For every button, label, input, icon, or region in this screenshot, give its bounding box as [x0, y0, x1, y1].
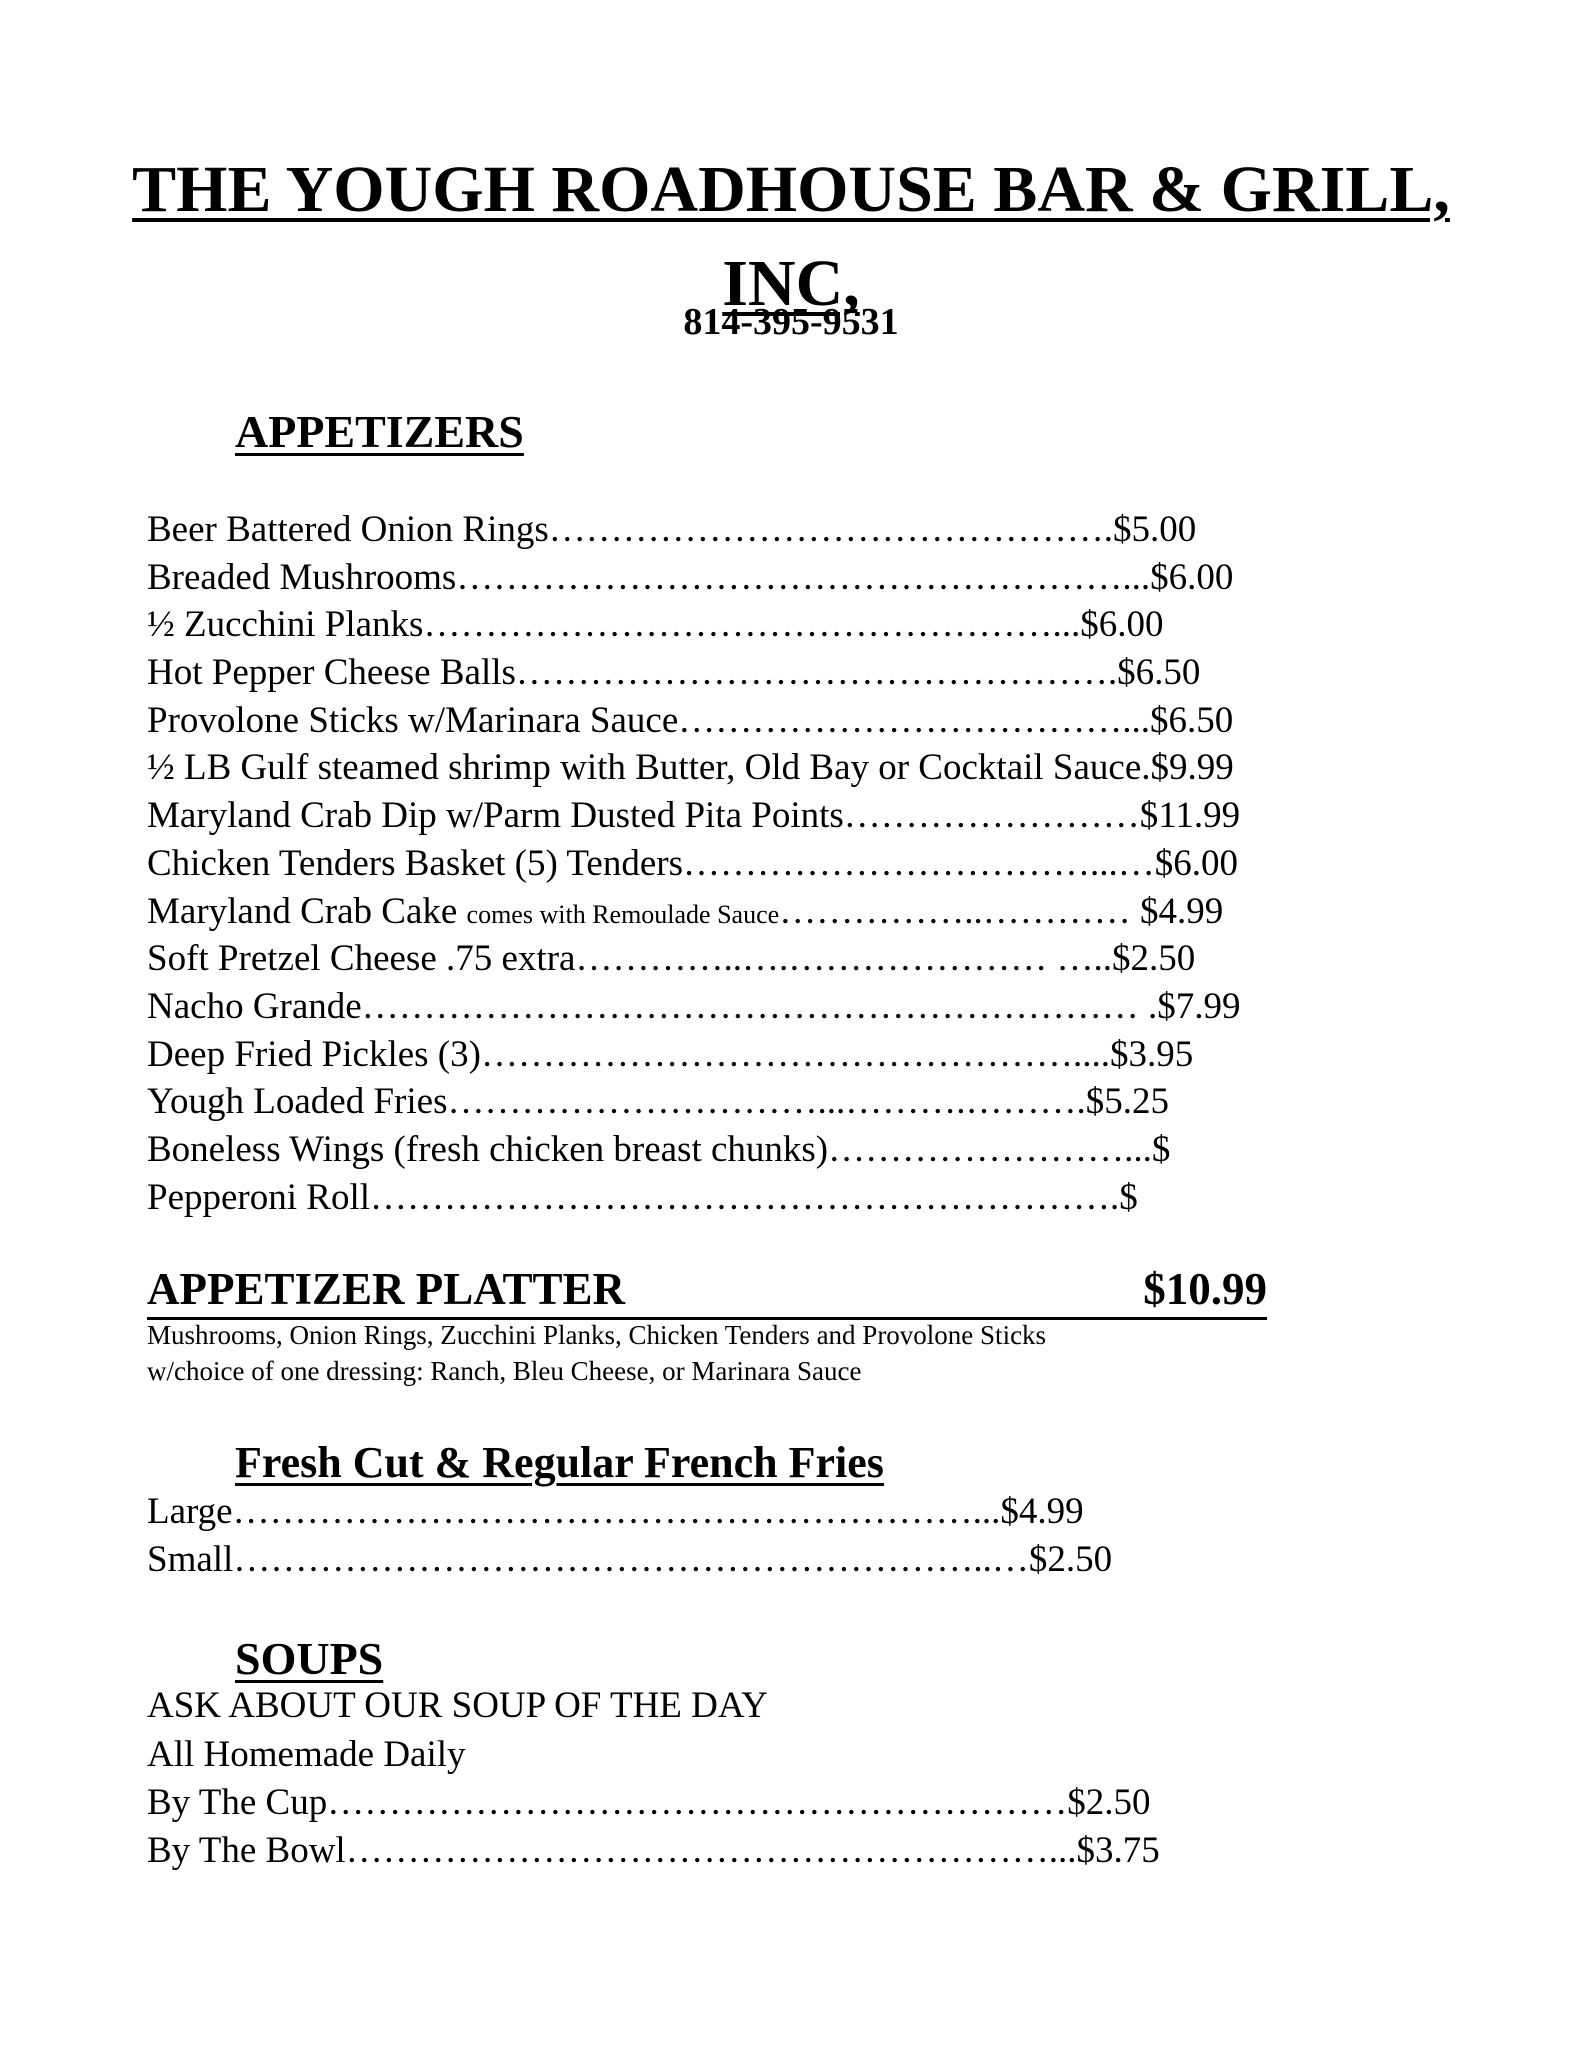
- item-price: $: [1119, 1176, 1138, 1218]
- item-price: $5.25: [1085, 1081, 1169, 1123]
- menu-item: [147, 1536, 1112, 1584]
- menu-item: [147, 1126, 1240, 1174]
- item-price: $: [1151, 1128, 1171, 1170]
- menu-title-line-2: INC,: [722, 247, 860, 320]
- item-name: Soft Pretzel Cheese .75 extra: [147, 938, 576, 980]
- item-leader: ……………………………………………...: [423, 604, 1081, 646]
- item-leader: ………………………………...: [678, 699, 1150, 741]
- item-leader: ……………………………………………………: [327, 1782, 1068, 1823]
- item-name: Boneless Wings (fresh chicken breast chunks): [147, 1128, 829, 1170]
- platter-title: APPETIZER PLATTER: [147, 1264, 625, 1314]
- item-price: $6.00: [1080, 604, 1164, 646]
- item-name: Yough Loaded Fries: [147, 1081, 448, 1123]
- item-price: $6.00: [1150, 556, 1234, 598]
- item-price: $3.95: [1109, 1033, 1194, 1075]
- soup-of-the-day-text: ASK ABOUT OUR SOUP OF THE DAY: [147, 1685, 768, 1726]
- item-leader: ……………………………………………………… .: [361, 985, 1158, 1027]
- item-price: $6.00: [1154, 842, 1238, 884]
- item-leader: ……………………………...…: [682, 842, 1155, 884]
- platter-description-line-1: Mushrooms, Onion Rings, Zucchini Planks, Chicken Tenders and Provolone Sticks: [147, 1320, 1047, 1350]
- item-leader: ……………………………………………………...: [232, 1491, 1001, 1532]
- item-leader: …………..….………………… …..: [575, 938, 1112, 980]
- menu-item: [147, 601, 1240, 649]
- item-name: Hot Pepper Cheese Balls: [147, 652, 516, 694]
- appetizer-platter-heading: [147, 1261, 1267, 1320]
- item-name: Maryland Crab Dip w/Parm Dusted Pita Points: [147, 795, 844, 837]
- item-price: $4.99: [1000, 1491, 1084, 1532]
- item-leader: …………………………………………....: [480, 1033, 1110, 1075]
- item-name: By The Cup: [147, 1782, 328, 1823]
- menu-item: [147, 983, 1240, 1031]
- item-leader: ……………………………………………………..…: [233, 1538, 1029, 1580]
- item-note: comes with Remoulade Sauce: [466, 899, 780, 929]
- menu-item: [147, 744, 1240, 792]
- item-name: Small: [147, 1538, 234, 1580]
- item-name: Provolone Sticks w/Marinara Sauce: [147, 699, 679, 741]
- menu-item: [147, 1779, 1160, 1827]
- fries-heading: Fresh Cut & Regular French Fries: [235, 1438, 884, 1487]
- fries-list: [147, 1488, 1112, 1583]
- item-price: $6.50: [1117, 652, 1201, 694]
- menu-item: [147, 1031, 1240, 1079]
- item-name: Large: [147, 1491, 233, 1532]
- item-price: $11.99: [1139, 795, 1241, 837]
- item-price: $3.75: [1076, 1829, 1160, 1871]
- item-leader: …………………………………………………...: [345, 1829, 1077, 1871]
- item-leader: ……………………...: [828, 1128, 1152, 1170]
- item-leader: ……………..…………: [779, 890, 1140, 932]
- item-name: ½ Zucchini Planks: [147, 604, 424, 646]
- menu-item: [147, 1078, 1240, 1126]
- item-leader: ……………………: [843, 795, 1140, 837]
- item-name: By The Bowl: [147, 1829, 346, 1871]
- menu-item: [147, 840, 1240, 888]
- item-name: Nacho Grande: [147, 985, 362, 1027]
- item-name: Breaded Mushrooms: [147, 556, 457, 598]
- item-leader: ………………………………………………...: [456, 556, 1151, 598]
- menu-title-line-1: THE YOUGH ROADHOUSE BAR & GRILL,: [132, 153, 1450, 226]
- item-price: $2.50: [1028, 1538, 1113, 1580]
- platter-price: $10.99: [1143, 1264, 1267, 1314]
- phone-number: 814-395-9531: [683, 301, 899, 343]
- item-leader: …………………………...……….……….: [447, 1081, 1086, 1123]
- homemade-daily-text: All Homemade Daily: [147, 1734, 466, 1775]
- soups-heading: SOUPS: [235, 1633, 384, 1684]
- item-price: $4.99: [1139, 890, 1224, 932]
- item-price: $6.50: [1150, 699, 1234, 741]
- menu-item: [147, 649, 1240, 697]
- item-price: $2.50: [1111, 938, 1196, 980]
- soups-list: [147, 1779, 1160, 1874]
- menu-item: [147, 1488, 1112, 1536]
- menu-item: [147, 1827, 1160, 1875]
- appetizers-list: [147, 506, 1240, 1221]
- menu-item: [147, 935, 1240, 983]
- menu-item: [147, 888, 1240, 936]
- item-price: $2.50: [1067, 1782, 1151, 1823]
- item-leader: …………………………………………………….: [370, 1176, 1120, 1218]
- item-name: Chicken Tenders Basket (5) Tenders: [147, 842, 683, 884]
- item-leader: ……………………………………….: [548, 509, 1114, 550]
- item-price: $9.99: [1150, 747, 1234, 789]
- item-leader: ………………………………………….: [515, 652, 1118, 694]
- item-name: Pepperoni Roll: [147, 1176, 371, 1218]
- menu-item: [147, 506, 1240, 554]
- item-name: ½ LB Gulf steamed shrimp with Butter, Old Bay or Cocktail Sauce.: [147, 747, 1151, 789]
- item-name: Deep Fried Pickles (3): [147, 1033, 481, 1075]
- item-price: $5.00: [1113, 509, 1197, 550]
- appetizers-heading: APPETIZERS: [235, 406, 524, 457]
- menu-item: [147, 792, 1240, 840]
- item-name: Beer Battered Onion Rings: [147, 509, 549, 550]
- menu-item: [147, 697, 1240, 745]
- platter-description-line-2: w/choice of one dressing: Ranch, Bleu Cheese, or Marinara Sauce: [147, 1356, 862, 1386]
- item-price: $7.99: [1157, 985, 1241, 1027]
- menu-item: [147, 554, 1240, 602]
- item-name: Maryland Crab Cake: [147, 890, 458, 932]
- menu-item: [147, 1174, 1240, 1222]
